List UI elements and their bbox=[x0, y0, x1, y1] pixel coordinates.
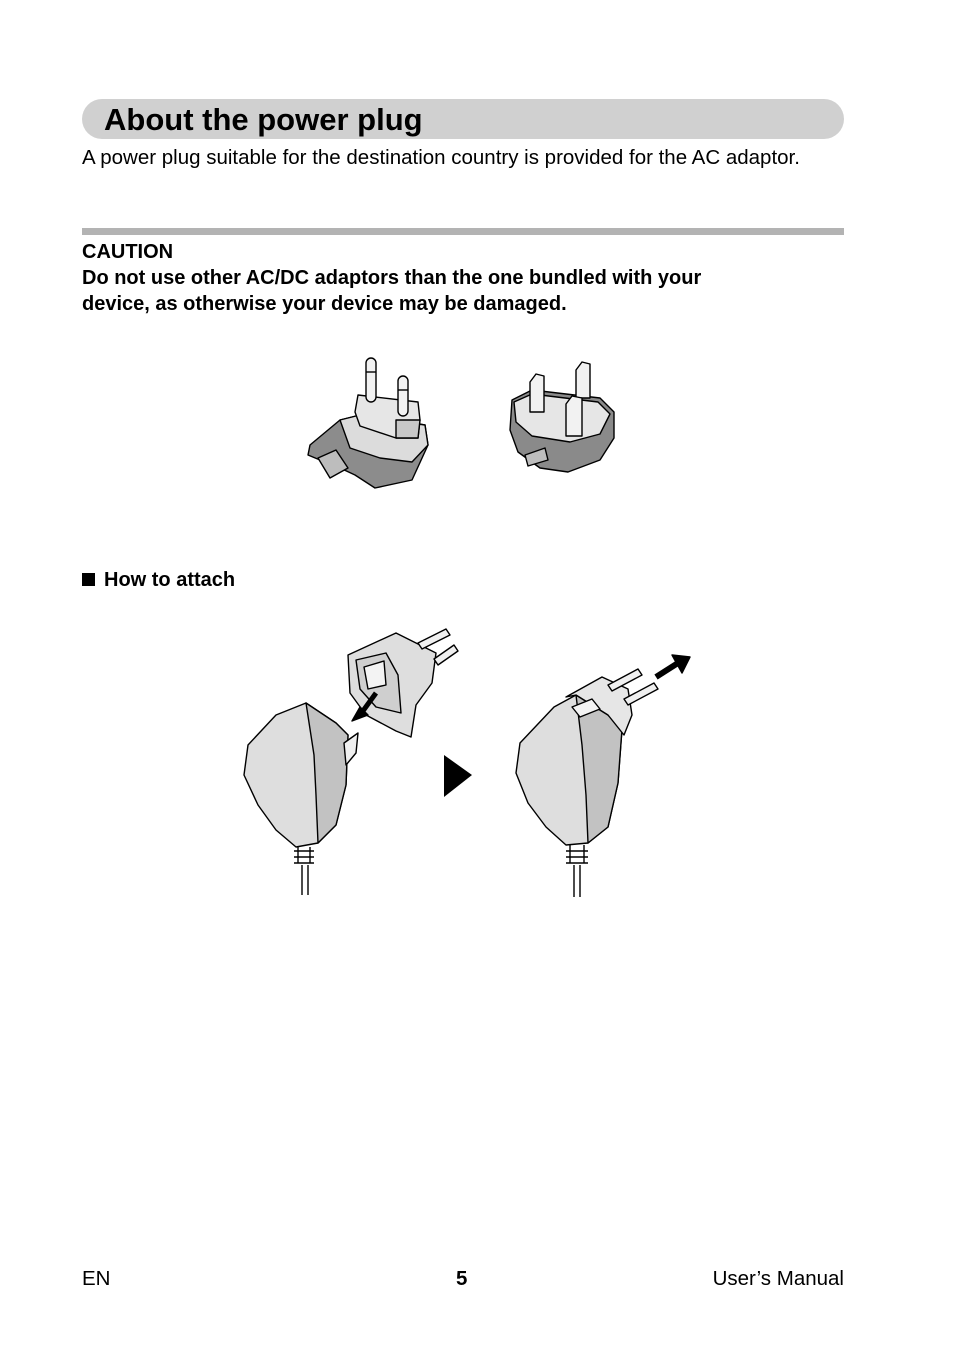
caution-line-2: device, as otherwise your device may be damaged. bbox=[82, 293, 567, 315]
intro-paragraph: A power plug suitable for the destination country is provided for the AC adaptor. bbox=[82, 146, 800, 169]
caution-line-1: Do not use other AC/DC adaptors than the one bundled with your bbox=[82, 267, 702, 289]
section-heading-text: How to attach bbox=[104, 569, 236, 591]
caution-block bbox=[82, 239, 842, 317]
title-bar bbox=[82, 99, 844, 139]
caution-divider bbox=[82, 228, 844, 235]
adaptor-attached-icon bbox=[516, 655, 690, 897]
caution-heading: CAUTION bbox=[82, 241, 174, 263]
how-to-attach-heading bbox=[82, 567, 235, 594]
arrow-right-icon bbox=[444, 755, 472, 797]
adaptor-detached-icon bbox=[244, 629, 458, 895]
euro-plug-icon bbox=[308, 358, 428, 488]
uk-plug-icon bbox=[510, 362, 614, 472]
footer-language: EN bbox=[82, 1267, 111, 1290]
square-bullet-icon bbox=[82, 573, 95, 586]
footer-manual-title: User’s Manual bbox=[712, 1267, 844, 1290]
footer-page-number: 5 bbox=[456, 1267, 468, 1290]
attach-illustrations bbox=[236, 615, 706, 900]
plug-illustrations bbox=[300, 350, 630, 500]
page-title: About the power plug bbox=[104, 102, 423, 137]
